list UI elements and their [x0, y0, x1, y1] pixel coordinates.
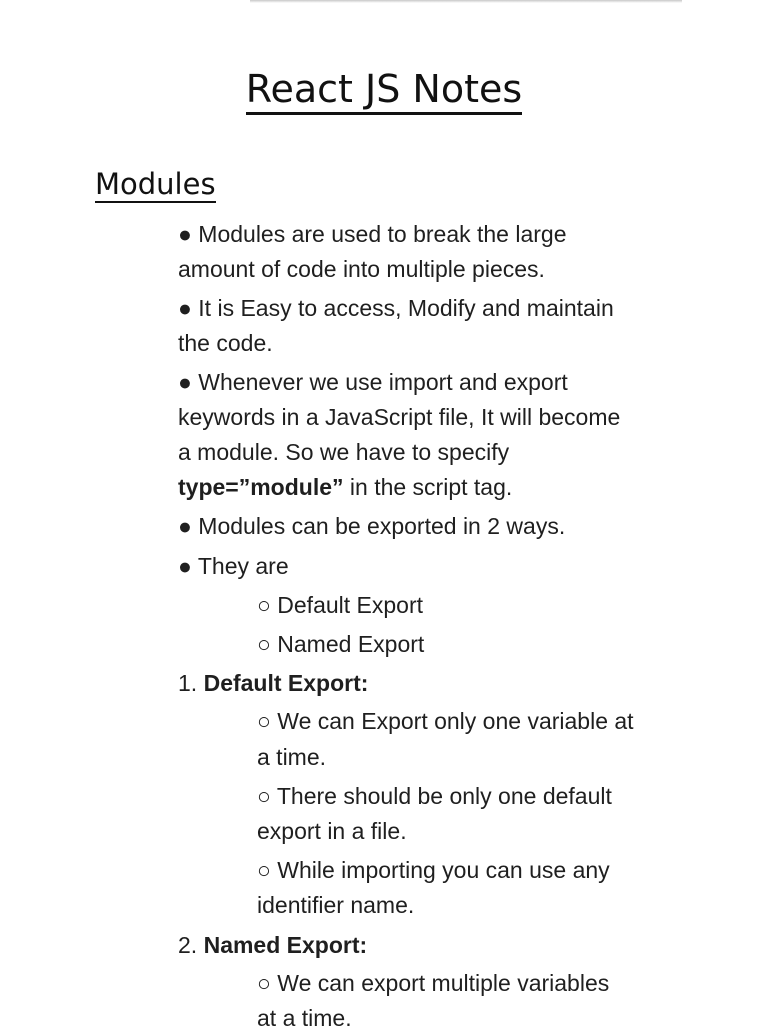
type-module-code: type=”module” — [178, 474, 344, 500]
section-heading-text: Modules — [95, 167, 216, 201]
sub-bullet-line: a time. — [257, 744, 327, 770]
bullet-line: ● Modules can be exported in 2 ways. — [178, 513, 566, 539]
bullet-line: ● They are — [178, 553, 289, 579]
page-title-text: React JS Notes — [246, 67, 522, 115]
page-edge-shadow — [250, 0, 682, 3]
bullet-line: amount of code into multiple pieces. — [178, 256, 545, 282]
sub-bullet-line: ○ We can export multiple variables — [257, 970, 610, 996]
page-title — [0, 64, 768, 114]
sub-bullet-line: ○ There should be only one default — [257, 783, 612, 809]
bullet-line: ● It is Easy to access, Modify and maintain — [178, 295, 614, 321]
sub-bullet-line: ○ Named Export — [257, 631, 425, 657]
bullet-line: keywords in a JavaScript file, It will become — [178, 404, 621, 430]
sub-bullet-line: identifier name. — [257, 892, 415, 918]
type-module-rest: in the script tag. — [343, 474, 513, 500]
bullet-line-type-module — [178, 470, 512, 504]
sub-bullet-line: at a time. — [257, 1005, 352, 1031]
sub-bullet-line: ○ While importing you can use any — [257, 857, 610, 883]
numbered-heading-default-export — [178, 666, 368, 700]
sub-bullet-line: ○ Default Export — [257, 592, 424, 618]
numbered-heading-number: 2. — [178, 932, 204, 958]
section-heading-modules — [95, 164, 216, 204]
bullet-line: ● Modules are used to break the large — [178, 221, 567, 247]
bullet-line: a module. So we have to specify — [178, 439, 510, 465]
sub-bullet-line: ○ We can Export only one variable at — [257, 708, 634, 734]
sub-bullet-line: export in a file. — [257, 818, 407, 844]
bullet-line: the code. — [178, 330, 273, 356]
numbered-heading-label: Named Export: — [203, 932, 368, 958]
numbered-heading-number: 1. — [178, 670, 204, 696]
numbered-heading-named-export — [178, 928, 367, 962]
numbered-heading-label: Default Export: — [203, 670, 369, 696]
bullet-line: ● Whenever we use import and export — [178, 369, 568, 395]
